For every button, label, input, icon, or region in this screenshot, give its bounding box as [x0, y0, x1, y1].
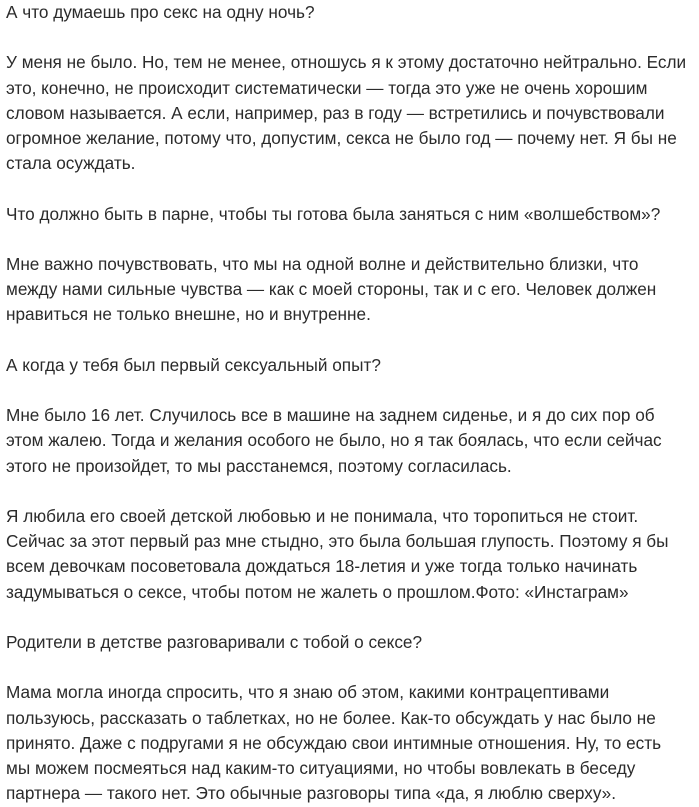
- question-parents: Родители в детстве разговаривали с тобой о сексе?: [6, 631, 423, 652]
- question-first-experience: А когда у тебя был первый сексуальный опыт?: [6, 354, 381, 375]
- answer-first-experience: Мне было 16 лет. Случилось все в машине на заднем сиденье, и я до сих пор об этом жалею. Тогда и желания особого не было, но я так боялась, что если сейчас этого не произойдет, то мы расстанемся, поэтому согласилась.: [6, 405, 662, 476]
- question-one-night: А что думаешь про секс на одну ночь?: [6, 2, 315, 22]
- question-what-in-guy: Что должно быть в парне, чтобы ты готова была заняться с ним «волшебством»?: [6, 203, 661, 224]
- answer-one-night: У меня не было. Но, тем не менее, отношусь я к этому достаточно нейтрально. Если это, конечно, не происходит систематически — тогда это уже не очень хорошим словом называется. А если, например, раз в году — встретились и почувствовали огромное желание, потому что, допустим, секса не было год — почему нет. Я бы не стала осуждать.: [6, 52, 687, 174]
- answer-first-experience-continued: Я любила его своей детской любовью и не понимала, что торопиться не стоит. Сейчас за этот первый раз мне стыдно, это была большая глупость. Поэтому я бы всем девочкам посоветовала дождаться 18-летия и уже тогда только начинать задумываться о сексе, чтобы потом не жалеть о прошлом.Фото: «Инстаграм»: [6, 505, 669, 602]
- answer-parents: Мама могла иногда спросить, что я знаю об этом, какими контрацептивами пользуюсь, рассказать о таблетках, но не более. Как-то обсуждать у нас было не принято. Даже с подругами я не обсуждаю свои интимные отношения. Ну, то есть мы можем посмеяться над каким-то ситуациями, но чтобы вовлекать в беседу партнера — такого нет. Это обычные разговоры типа «да, я люблю сверху».: [6, 682, 662, 804]
- answer-what-in-guy: Мне важно почувствовать, что мы на одной волне и действительно близки, что между нами сильные чувства — как с моей стороны, так и с его. Человек должен нравиться не только внешне, но и внутренне.: [6, 253, 657, 325]
